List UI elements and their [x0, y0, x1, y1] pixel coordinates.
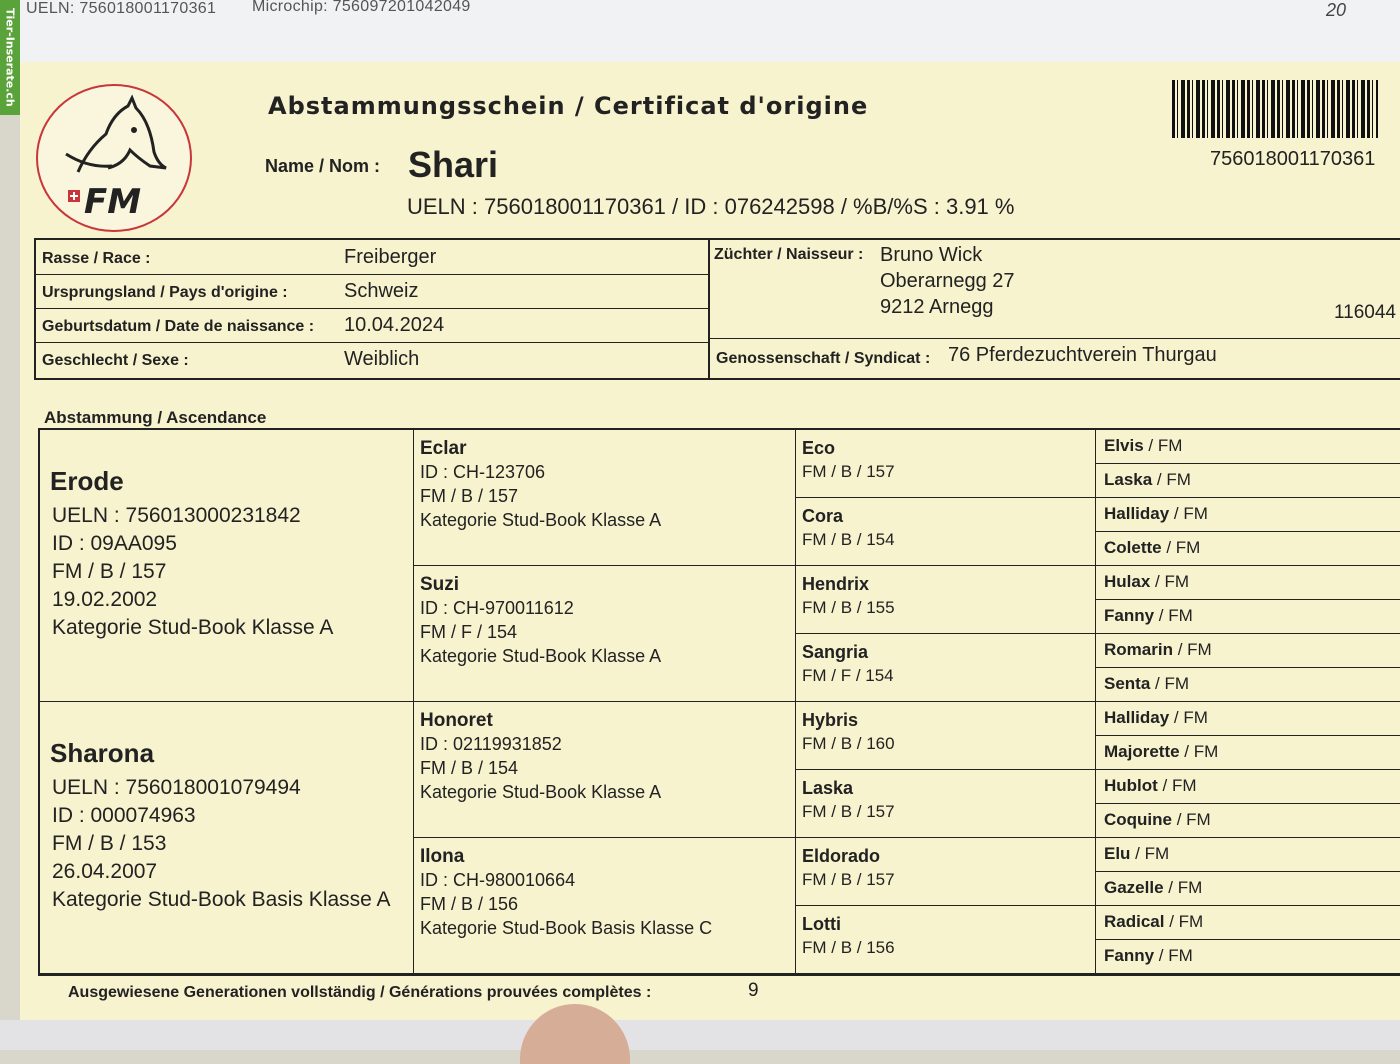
breeder-code: 116044 [1334, 302, 1396, 323]
parent-detail: UELN : 756013000231842 [52, 504, 301, 527]
great-grandparent-detail: FM / B / 157 [802, 802, 895, 821]
ancestor-suffix: / FM [1150, 572, 1190, 591]
great-grandparent-name: Eco [802, 438, 836, 458]
grandparent-detail: Kategorie Stud-Book Klasse A [420, 646, 662, 666]
info-left [36, 240, 710, 378]
great-grandparent-cell [796, 906, 1096, 974]
ancestor-cell [1096, 770, 1400, 804]
grandparent-detail: Kategorie Stud-Book Basis Klasse C [420, 918, 713, 938]
info-label: Geschlecht / Sexe : [42, 352, 189, 369]
parent-detail: FM / B / 157 [52, 560, 167, 583]
ancestor-label [1104, 674, 1189, 694]
grandparent-name: Suzi [420, 574, 460, 595]
ancestor-cell [1096, 702, 1400, 736]
document-title: Abstammungsschein / Certificat d'origine [268, 92, 869, 120]
breeder-line: Bruno Wick [880, 244, 983, 266]
grandparent-cell [414, 566, 796, 702]
ancestor-suffix: / FM [1164, 912, 1204, 931]
grandparent-detail: Kategorie Stud-Book Klasse A [420, 782, 662, 802]
info-label: Rasse / Race : [42, 250, 151, 267]
horse-head-icon [58, 94, 168, 184]
ancestor-cell [1096, 940, 1400, 974]
ancestor-name: Radical [1104, 912, 1165, 931]
ancestor-cell [1096, 532, 1400, 566]
great-grandparent-detail: FM / B / 157 [802, 870, 895, 889]
great-grandparent-name: Laska [802, 778, 854, 798]
ancestor-label [1104, 504, 1208, 524]
breeder-label: Züchter / Naisseur : [714, 246, 864, 263]
ancestor-cell [1096, 498, 1400, 532]
ancestor-name: Gazelle [1104, 878, 1164, 897]
great-grandparent-name: Cora [802, 506, 844, 526]
info-value: 10.04.2024 [344, 314, 445, 336]
breeder-address [880, 242, 1015, 320]
ancestor-label [1104, 538, 1200, 558]
great-grandparent-detail: FM / B / 156 [802, 938, 895, 957]
watermark-text: Tier-Inserate.ch [3, 8, 17, 107]
great-grandparent-cell [796, 702, 1096, 770]
parent-detail: ID : 09AA095 [52, 532, 177, 555]
ancestor-suffix: / FM [1172, 640, 1212, 659]
parent-detail: Kategorie Stud-Book Basis Klasse A [52, 888, 391, 911]
grandparent-name: Eclar [420, 438, 467, 459]
ancestor-cell [1096, 736, 1400, 770]
grandparent-detail: FM / F / 154 [420, 622, 518, 642]
grandparent-name: Honoret [420, 710, 493, 731]
ancestor-suffix: / FM [1163, 878, 1203, 897]
ancestor-name: Halliday [1104, 708, 1170, 727]
ancestor-cell [1096, 600, 1400, 634]
ancestor-label [1104, 810, 1211, 830]
ancestor-suffix: / FM [1172, 810, 1211, 829]
ancestor-cell [1096, 566, 1400, 600]
syndicate-value: 76 Pferdezuchtverein Thurgau [948, 344, 1217, 366]
great-grandparent-cell [796, 566, 1096, 634]
grandparent-detail: ID : CH-970011612 [420, 598, 574, 618]
info-table [34, 238, 1400, 380]
ancestor-name: Laska [1104, 470, 1153, 489]
ancestor-label [1104, 946, 1193, 966]
ancestor-name: Fanny [1104, 946, 1155, 965]
ancestor-label [1104, 436, 1182, 456]
great-grandparent-name: Lotti [802, 914, 841, 934]
ancestor-name: Hublot [1104, 776, 1158, 795]
horse-name: Shari [408, 144, 499, 185]
info-label: Ursprungsland / Pays d'origine : [42, 284, 288, 301]
info-row [36, 342, 708, 376]
ancestor-cell [1096, 634, 1400, 668]
parent-detail: ID : 000074963 [52, 804, 196, 827]
parent-cell [40, 430, 414, 702]
ancestor-label [1104, 640, 1212, 660]
ancestor-name: Elu [1104, 844, 1131, 863]
parent-detail: Kategorie Stud-Book Klasse A [52, 616, 334, 639]
ancestor-name: Colette [1104, 538, 1162, 557]
great-grandparent-detail: FM / B / 155 [802, 598, 895, 617]
ancestor-suffix: / FM [1152, 470, 1191, 489]
ident-line: UELN : 756018001170361 / ID : 076242598 / %B/%S : 3.91 % [407, 194, 1015, 219]
great-grandparent-name: Eldorado [802, 846, 881, 866]
ancestor-suffix: / FM [1179, 742, 1219, 761]
bottom-page-strip [0, 1020, 1400, 1050]
ancestor-suffix: / FM [1130, 844, 1170, 863]
ancestor-cell [1096, 430, 1400, 464]
great-grandparent-detail: FM / B / 157 [802, 462, 895, 481]
parent-name: Sharona [50, 738, 155, 768]
parent-name: Erode [50, 466, 124, 496]
great-grandparent-detail: FM / B / 154 [802, 530, 895, 549]
grandparent-cell [414, 838, 796, 974]
info-row [36, 308, 708, 343]
parent-detail: UELN : 756018001079494 [52, 776, 301, 799]
ancestor-cell [1096, 838, 1400, 872]
divider [708, 338, 1400, 339]
ancestor-label [1104, 912, 1203, 932]
ancestor-cell [1096, 804, 1400, 838]
ancestor-name: Senta [1104, 674, 1151, 693]
great-grandparent-cell [796, 770, 1096, 838]
name-label: Name / Nom : [265, 156, 381, 176]
generations-label: Ausgewiesene Generationen vollständig / Générations prouvées complètes : [68, 984, 652, 1001]
ancestor-name: Elvis [1104, 436, 1144, 455]
ancestor-cell [1096, 872, 1400, 906]
swiss-cross-icon [68, 190, 80, 202]
grandparent-name: Ilona [420, 846, 465, 867]
breeder-line: Oberarnegg 27 [880, 270, 1015, 292]
syndicate-label: Genossenschaft / Syndicat : [716, 350, 931, 367]
great-grandparent-cell [796, 634, 1096, 702]
ancestor-suffix: / FM [1169, 708, 1208, 727]
ascendance-label: Abstammung / Ascendance [44, 408, 267, 427]
grandparent-detail: Kategorie Stud-Book Klasse A [420, 510, 662, 530]
grandparent-detail: FM / B / 156 [420, 894, 519, 914]
grandparent-cell [414, 702, 796, 838]
grandparent-detail: ID : 02119931852 [420, 734, 562, 754]
ancestor-label [1104, 606, 1193, 626]
ancestor-name: Halliday [1104, 504, 1170, 523]
top-microchip: Microchip: 756097201042049 [252, 0, 471, 15]
ancestor-cell [1096, 464, 1400, 498]
ancestor-name: Fanny [1104, 606, 1155, 625]
great-grandparent-cell [796, 498, 1096, 566]
ancestor-label [1104, 844, 1169, 864]
parent-cell [40, 702, 414, 974]
grandparent-detail: FM / B / 154 [420, 758, 519, 778]
page-number: 20 [1326, 0, 1347, 20]
barcode-number: 756018001170361 [1210, 148, 1376, 170]
top-page-strip [0, 0, 1400, 70]
great-grandparent-name: Hybris [802, 710, 859, 730]
ancestor-name: Majorette [1104, 742, 1180, 761]
ancestor-suffix: / FM [1154, 606, 1193, 625]
generations-value: 9 [748, 980, 759, 1001]
ancestor-suffix: / FM [1143, 436, 1183, 455]
ancestor-label [1104, 470, 1191, 490]
info-row [36, 240, 708, 275]
info-value: Weiblich [344, 348, 420, 370]
ancestor-label [1104, 708, 1208, 728]
top-ueln: UELN: 756018001170361 [26, 0, 217, 17]
info-value: Schweiz [344, 280, 419, 302]
parent-detail: FM / B / 153 [52, 832, 167, 855]
ancestor-name: Coquine [1104, 810, 1172, 829]
parent-detail: 19.02.2002 [52, 588, 158, 611]
breeder-line: 9212 Arnegg [880, 296, 994, 318]
info-value: Freiberger [344, 246, 437, 268]
parent-detail: 26.04.2007 [52, 860, 158, 883]
great-grandparent-detail: FM / F / 154 [802, 666, 894, 685]
ancestor-label [1104, 878, 1202, 898]
info-label: Geburtsdatum / Date de naissance : [42, 318, 315, 335]
grandparent-detail: FM / B / 157 [420, 486, 519, 506]
ancestor-suffix: / FM [1150, 674, 1190, 693]
ancestor-suffix: / FM [1169, 504, 1208, 523]
ancestor-label [1104, 776, 1197, 796]
great-grandparent-name: Hendrix [802, 574, 870, 594]
grandparent-cell [414, 430, 796, 566]
ancestor-name: Hulax [1104, 572, 1151, 591]
ancestor-label [1104, 742, 1218, 762]
great-grandparent-cell [796, 430, 1096, 498]
fm-logo [36, 84, 192, 232]
ancestor-suffix: / FM [1154, 946, 1193, 965]
info-row [36, 274, 708, 309]
ancestor-label [1104, 572, 1189, 592]
certificate [20, 62, 1400, 1022]
logo-text: FM [84, 182, 142, 222]
great-grandparent-cell [796, 838, 1096, 906]
great-grandparent-detail: FM / B / 160 [802, 734, 895, 753]
grandparent-detail: ID : CH-980010664 [420, 870, 576, 890]
watermark [0, 0, 20, 115]
ancestor-suffix: / FM [1157, 776, 1197, 795]
ancestor-name: Romarin [1104, 640, 1173, 659]
grandparent-detail: ID : CH-123706 [420, 462, 546, 482]
pedigree-table [38, 428, 1400, 976]
barcode [1172, 80, 1378, 138]
ancestor-cell [1096, 906, 1400, 940]
ancestor-suffix: / FM [1161, 538, 1201, 557]
ancestor-cell [1096, 668, 1400, 702]
great-grandparent-name: Sangria [802, 642, 869, 662]
